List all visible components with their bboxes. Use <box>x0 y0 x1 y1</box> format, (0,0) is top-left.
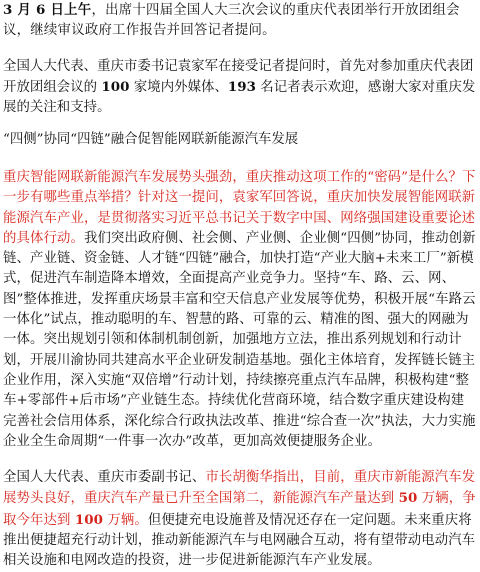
charging-body: 但便捷充电设施普及情况还存在一定问题。未来重庆将推出便捷超充行动计划，推动新能源汽车与电网融合互动，将有望带动电动汽车相关设施和电网改造的投资，进一步促进新能源汽车产业发展。 <box>3 512 476 569</box>
intro-date: 3 月 6 日上午 <box>3 2 92 18</box>
section-heading: “四侧”协同“四链”融合促智能网联新能源汽车发展 <box>3 132 299 147</box>
intro-paragraph <box>3 0 477 41</box>
answer-highlight: 重庆智能网联新能源汽车发展势头强劲，重庆推动这项工作的“密码”是什么？下一步有哪些重点举措？针对这一提问，袁家军回答说，重庆加快发展智能网联新能源汽车产业，是贯彻落实习近平总书记关于数字中国、网络强国建设重要论述的具体行动。 <box>3 170 476 246</box>
welcome-text-2: 家境内外媒体、 <box>129 80 228 95</box>
intro-text: ，出席十四届全国人大三次会议的重庆代表团举行开放团组会议，继续审议政府工作报告并回答记者提问。 <box>3 3 460 38</box>
charging-highlight-3: 万辆。 <box>103 512 148 528</box>
charging-highlight-2: 万辆，争取今年达到 <box>3 491 476 528</box>
charging-paragraph <box>3 468 477 571</box>
ev-output-target: 100 <box>74 511 104 528</box>
media-count: 100 <box>101 79 130 95</box>
answer-paragraph <box>3 168 477 452</box>
reporter-count: 193 <box>227 79 256 95</box>
charging-highlight-1: 市长胡衡华指出，目前，重庆市新能源汽车发展势头良好，重庆汽车产量已升至全国第二，新能源汽车产量达到 <box>3 470 476 507</box>
answer-body: 我们突出政府侧、社会侧、产业侧、企业侧“四侧”协同，推动创新链、产业链、资金链、人才链“四链”融合，加快打造“产业大脑+未来工厂”新模式，促进汽车制造降本增效，全面提高产业竞争力。坚持“车、路、云、网、图”整体推进，发挥重庆场景丰富和空天信息产业发展等优势，积极开展“车路云一体化”试点，推动聪明的车、智慧的路、可靠的云、精准的图、强大的网融为一体。突出规划引领和体制机制创新，加强地方立法，推出系列规划和行动计划，开展川渝协同共建高水平企业研发制造基地。强化主体培育，发挥链长链主企业作用，深入实施“双倍增”行动计划，持续擦亮重点汽车品牌，积极构建“整车+零部件+后市场”产业链生态。持续优化营商环境，结合数字重庆建设构建完善社会信用体系，深化综合行政执法改革、推进“综合查一次”执法，大力实施企业全生命周期“一件事一次办”改革，更加高效便捷服务企业。 <box>3 230 476 449</box>
ev-output-current: 50 <box>398 490 418 507</box>
welcome-text-1: 全国人大代表、重庆市委书记袁家军在接受记者提问时，首先对参加重庆代表团开放团组会议的 <box>3 59 474 95</box>
charging-speaker: 全国人大代表、重庆市委副书记、 <box>3 470 206 486</box>
welcome-paragraph <box>3 57 477 118</box>
welcome-text-3: 名记者表示欢迎，感谢大家对重庆发展的关注和支持。 <box>3 80 476 115</box>
